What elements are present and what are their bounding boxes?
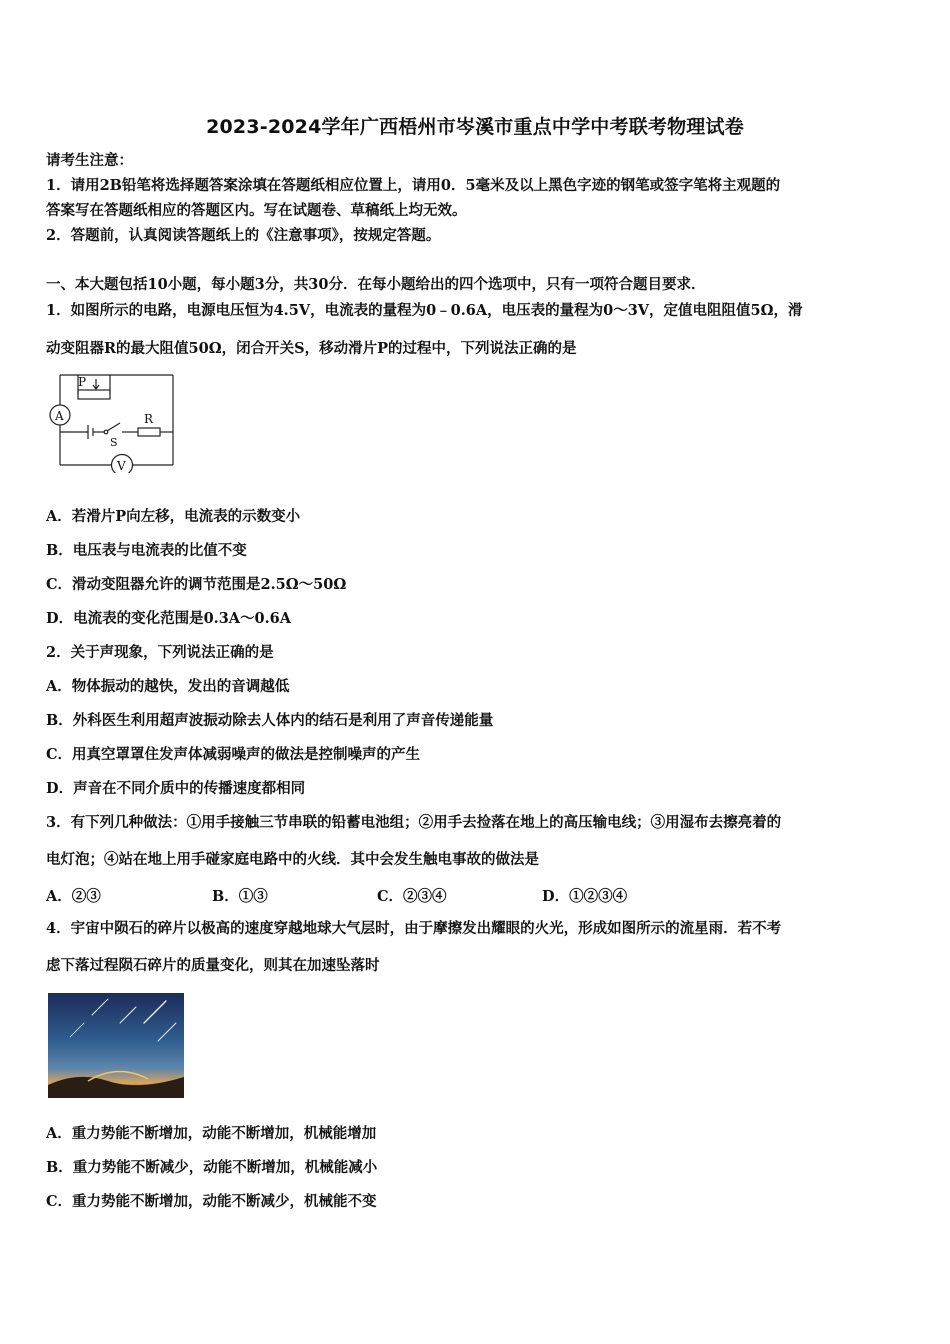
q1-option-c: C．滑动变阻器允许的调节范围是2.5Ω～50Ω <box>46 576 347 593</box>
page-title: 2023-2024学年广西梧州市岑溪市重点中学中考联考物理试卷 <box>206 116 744 138</box>
q2-option-b: B．外科医生利用超声波振动除去人体内的结石是利用了声音传递能量 <box>46 712 494 729</box>
q3-option-d: D．①②③④ <box>542 888 628 905</box>
notice-header: 请考生注意： <box>46 152 133 169</box>
q1-option-d: D．电流表的变化范围是0.3A～0.6A <box>46 610 292 627</box>
voltmeter-label: V <box>117 459 126 473</box>
q1-circuit-diagram <box>40 368 185 473</box>
slider-p-label: P <box>78 375 87 389</box>
rheostat-resistor <box>78 390 110 399</box>
section-1-heading: 一、本大题包括10小题，每小题3分，共30分．在每小题给出的四个选项中，只有一项符合题目要求． <box>46 276 706 293</box>
notice-item-1-line-1: 1．请用2B铅笔将选择题答案涂填在答题纸相应位置上，请用0．5毫米及以上黑色字迹的钢笔或签字笔将主观题的 <box>46 177 781 194</box>
q3-option-c: C．②③④ <box>377 888 447 905</box>
q2-option-a: A．物体振动的越快，发出的音调越低 <box>46 678 290 695</box>
resistor-label: R <box>144 412 154 426</box>
meteor-shower-image <box>48 993 184 1098</box>
q3-stem-line-2: 电灯泡；④站在地上用手碰家庭电路中的火线．其中会发生触电事故的做法是 <box>46 851 539 868</box>
q2-stem: 2．关于声现象，下列说法正确的是 <box>46 644 274 661</box>
switch-label: S <box>110 436 118 449</box>
notice-item-1-line-2: 答案写在答题纸相应的答题区内。写在试题卷、草稿纸上均无效。 <box>46 202 467 219</box>
notice-item-2: 2．答题前，认真阅读答题纸上的《注意事项》，按规定答题。 <box>46 227 441 244</box>
ammeter-label: A <box>55 409 64 423</box>
q4-option-b: B．重力势能不断减少，动能不断增加，机械能减小 <box>46 1159 378 1176</box>
q4-option-c: C．重力势能不断增加，动能不断减少，机械能不变 <box>46 1193 377 1210</box>
q4-stem-line-2: 虑下落过程陨石碎片的质量变化，则其在加速坠落时 <box>46 957 380 974</box>
q2-option-d: D．声音在不同介质中的传播速度都相同 <box>46 780 306 797</box>
q3-option-b: B．①③ <box>212 888 268 905</box>
resistor-r <box>138 428 160 436</box>
q2-option-c: C．用真空罩罩住发声体减弱噪声的做法是控制噪声的产生 <box>46 746 421 763</box>
q4-stem-line-1: 4．宇宙中陨石的碎片以极高的速度穿越地球大气层时，由于摩擦发出耀眼的火光，形成如图所示的流星雨．若不考 <box>46 920 782 937</box>
q3-option-a: A．②③ <box>46 888 101 905</box>
q1-stem-line-1: 1．如图所示的电路，电源电压恒为4.5V，电流表的量程为0﹣0.6A，电压表的量程为0～3V，定值电阻阻值5Ω，滑 <box>46 302 803 319</box>
q4-option-a: A．重力势能不断增加，动能不断增加，机械能增加 <box>46 1125 377 1142</box>
switch-s-blade-icon <box>107 423 120 431</box>
q3-stem-line-1: 3．有下列几种做法：①用手接触三节串联的铅蓄电池组；②用手去捡落在地上的高压输电线；③用湿布去擦亮着的 <box>46 814 782 831</box>
q1-stem-line-2: 动变阻器R的最大阻值50Ω，闭合开关S，移动滑片P的过程中，下列说法正确的是 <box>46 340 577 357</box>
q1-option-b: B．电压表与电流表的比值不变 <box>46 542 247 559</box>
q1-option-a: A．若滑片P向左移，电流表的示数变小 <box>46 508 301 525</box>
